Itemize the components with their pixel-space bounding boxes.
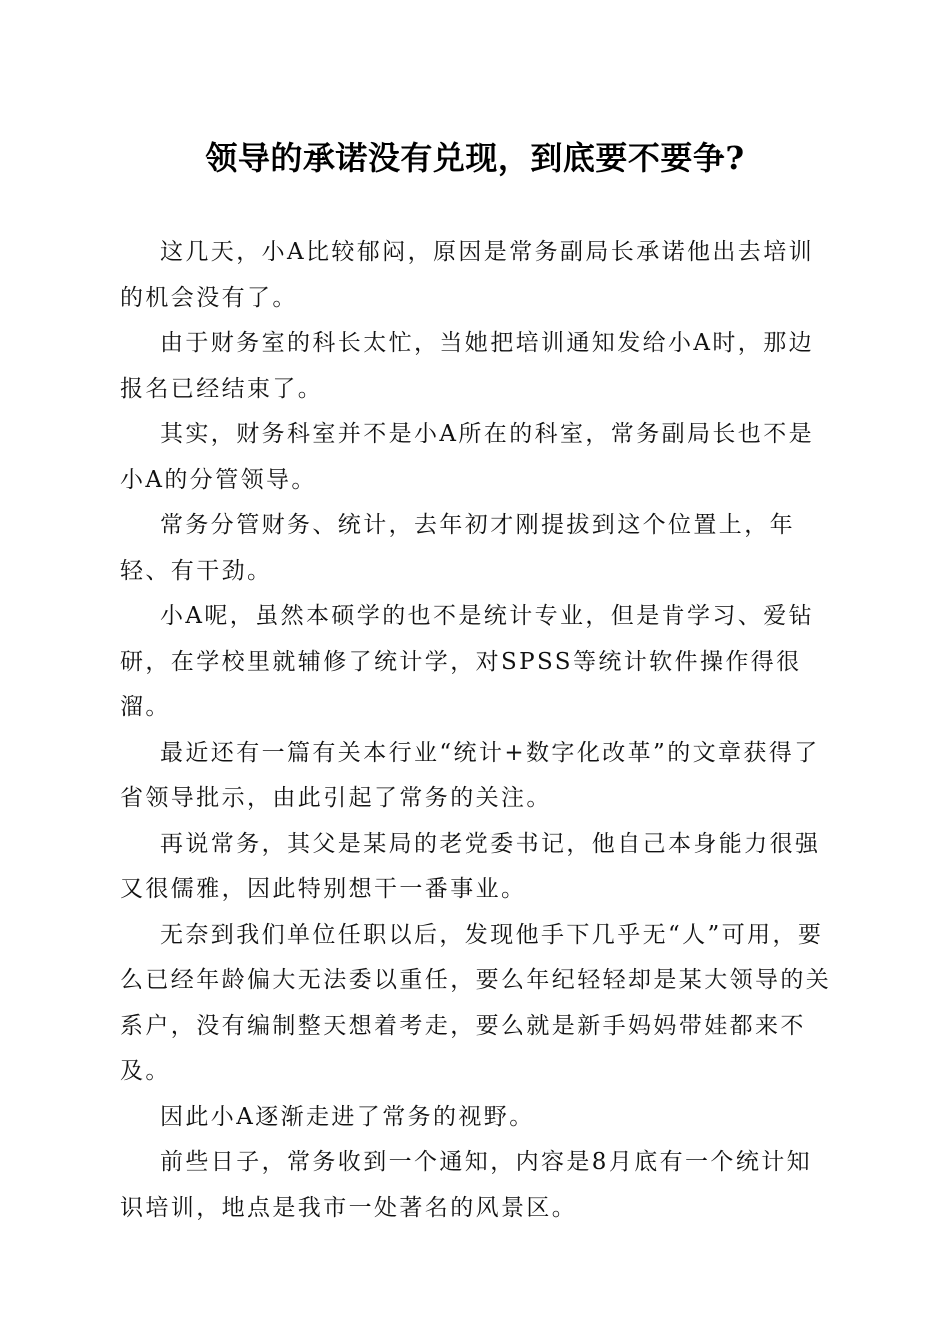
paragraph: 前些日子，常务收到一个通知，内容是8月底有一个统计知识培训，地点是我市一处著名的风景区。 (120, 1149, 813, 1221)
document-body (120, 230, 832, 1231)
paragraph: 由于财务室的科长太忙，当她把培训通知发给小A时，那边报名已经结束了。 (120, 330, 815, 402)
paragraph: 再说常务，其父是某局的老党委书记，他自己本身能力很强又很儒雅，因此特别想干一番事业。 (120, 830, 821, 902)
paragraph: 最近还有一篇有关本行业“统计+数字化改革”的文章获得了省领导批示，由此引起了常务的关注。 (120, 739, 820, 811)
paragraph: 常务分管财务、统计，去年初才刚提拔到这个位置上，年轻、有干劲。 (120, 512, 795, 584)
document-title: 领导的承诺没有兑现，到底要不要争? (205, 139, 745, 177)
paragraph: 小A呢，虽然本硕学的也不是统计专业，但是肯学习、爱钻研，在学校里就辅修了统计学，对SPSS等统计软件操作得很溜。 (120, 603, 815, 720)
paragraph: 无奈到我们单位任职以后，发现他手下几乎无“人”可用，要么已经年龄偏大无法委以重任，要么年纪轻轻却是某大领导的关系户，没有编制整天想着考走，要么就是新手妈妈带娃都来不及。 (120, 921, 832, 1084)
paragraph: 因此小A逐渐走进了常务的视野。 (160, 1103, 535, 1130)
paragraph: 其实，财务科室并不是小A所在的科室，常务副局长也不是小A的分管领导。 (120, 421, 815, 493)
paragraph: 这几天，小A比较郁闷，原因是常务副局长承诺他出去培训的机会没有了。 (120, 239, 815, 311)
